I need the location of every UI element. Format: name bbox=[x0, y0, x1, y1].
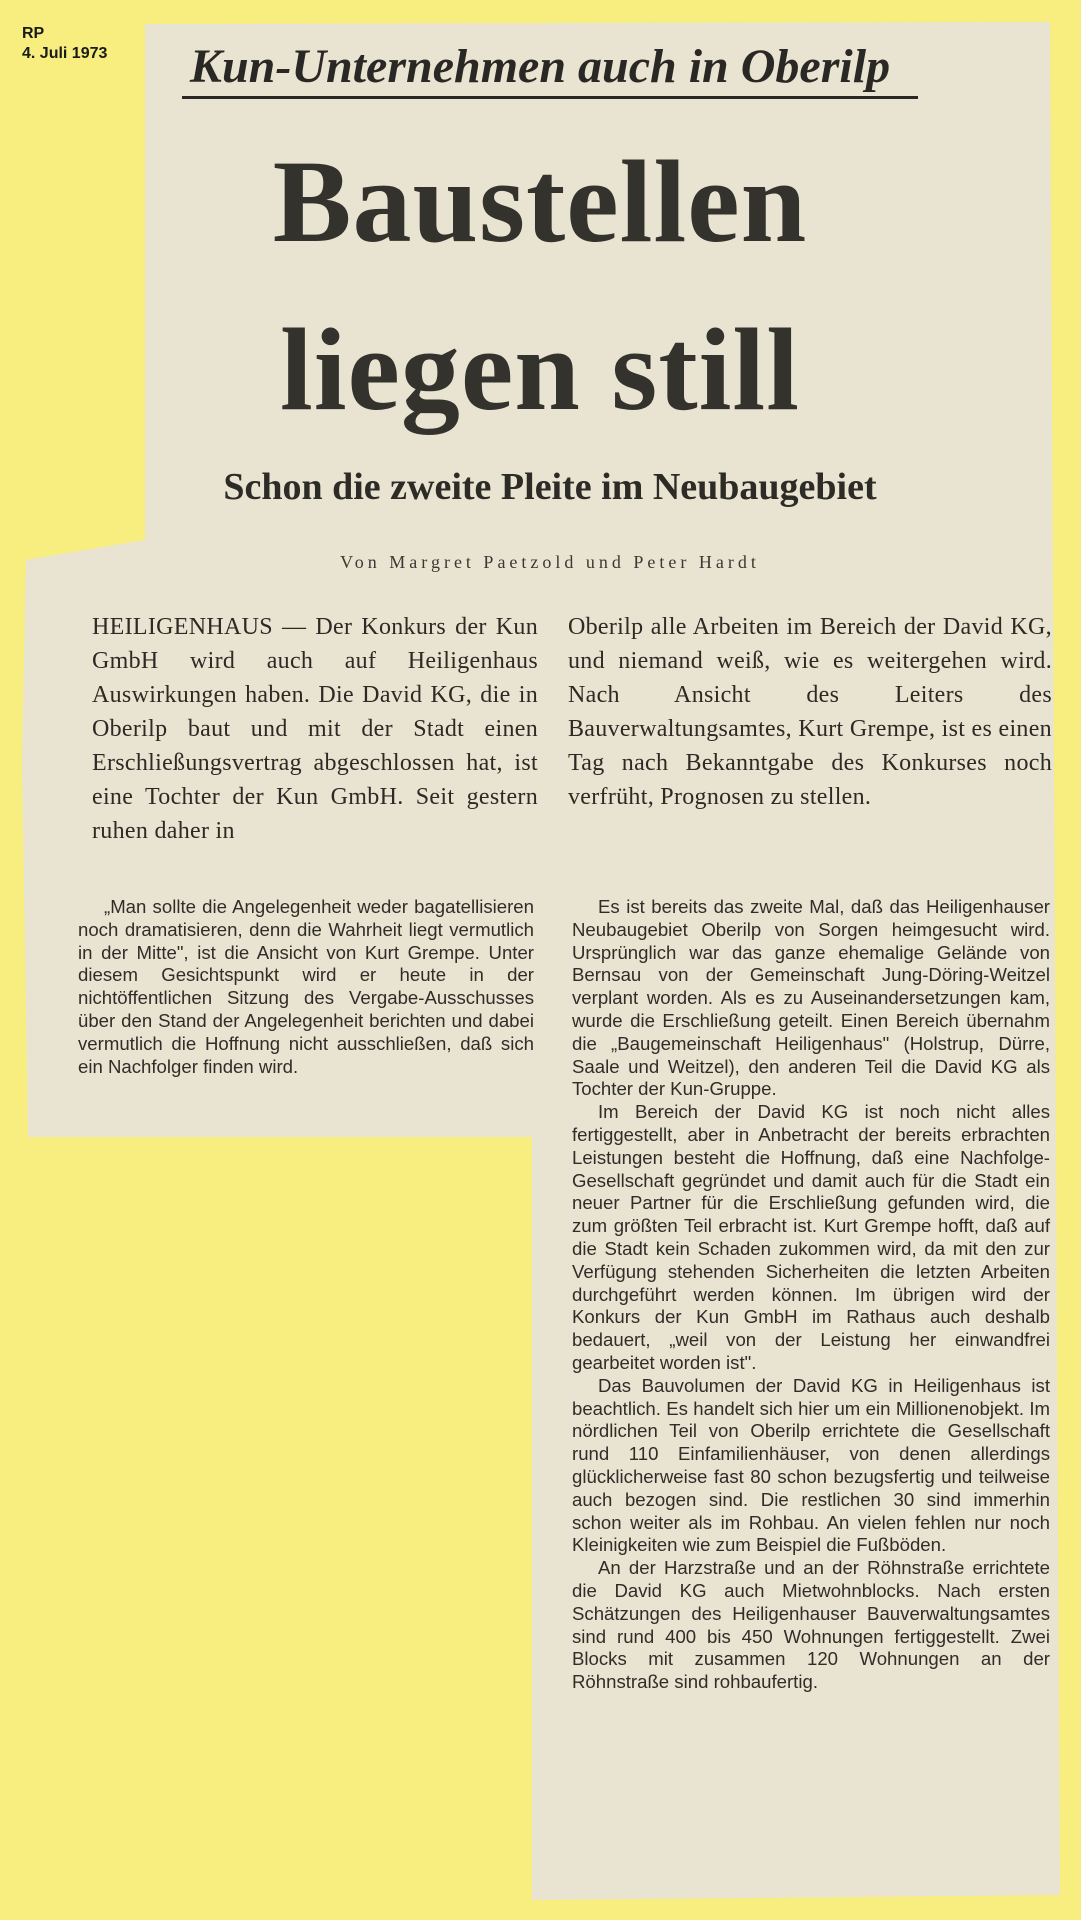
clipping-source: RP bbox=[22, 25, 45, 42]
clipping-label bbox=[22, 24, 107, 64]
body-column-right bbox=[572, 896, 1050, 1694]
kicker-rule bbox=[182, 96, 918, 99]
body-column-left bbox=[78, 896, 534, 1078]
article-headline bbox=[140, 118, 940, 454]
headline-line-2: liegen still bbox=[279, 304, 800, 435]
lead-paragraph-left: HEILIGENHAUS — Der Konkurs der Kun GmbH wird auch auf Heiligenhaus Auswirkungen haben. Die David KG, die in Oberilp baut und mit der Stadt einen Erschließungsvertrag abgeschlossen hat, ist eine Tochter der Kun GmbH. Seit gestern ruhen daher in bbox=[92, 614, 538, 844]
body-paragraph: Das Bauvolumen der David KG in Heiligenhaus ist beachtlich. Es handelt sich hier um ein Millionenobjekt. Im nördlichen Teil von Oberilp errichtete die Gesellschaft rund 110 Einfamilienhäuser, von denen allerdings glücklicherweise fast 80 schon bezugsfertig und teilweise auch bezogen sind. Die restlichen 30 sind immerhin schon weiter als im Rohbau. An vielen fehlen nur noch Kleinigkeiten wie zum Beispiel die Fußböden. bbox=[572, 1374, 1050, 1556]
headline-line-1: Baustellen bbox=[272, 136, 808, 267]
article-kicker: Kun-Unternehmen auch in Oberilp bbox=[189, 40, 891, 93]
body-paragraph: „Man sollte die Angelegenheit weder bagatellisieren noch dramatisieren, denn die Wahrheit liegt vermutlich in der Mitte", ist die Ansicht von Kurt Grempe. Unter diesem Gesichtspunkt wird er heute in der nichtöffentlichen Sitzung des Vergabe-Ausschusses über den Stand der Angelegenheit berichten und dabei vermutlich die Hoffnung nicht ausschließen, daß sich ein Nachfolger finden wird. bbox=[78, 896, 534, 1077]
body-paragraph: An der Harzstraße und an der Röhnstraße errichtete die David KG auch Mietwohnblocks. Nach ersten Schätzungen des Heiligenhauser Bauverwaltungsamtes sind rund 400 bis 450 Wohnungen fertiggestellt. Zwei Blocks mit zusammen 120 Wohnungen an der Röhnstraße sind rohbaufertig. bbox=[572, 1557, 1050, 1693]
lead-paragraph-right: Oberilp alle Arbeiten im Bereich der David KG, und niemand weiß, wie es weitergehen wird. Nach Ansicht des Leiters des Bauverwaltungsamtes, Kurt Grempe, ist es einen Tag nach Bekanntgabe des Konkurses noch verfrüht, Prognosen zu stellen. bbox=[568, 614, 1052, 810]
clipping-date: 4. Juli 1973 bbox=[22, 45, 108, 62]
article-byline: Von Margret Paetzold und Peter Hardt bbox=[340, 552, 760, 572]
article-subheadline: Schon die zweite Pleite im Neubaugebiet bbox=[223, 466, 877, 508]
body-paragraph: Im Bereich der David KG ist noch nicht alles fertiggestellt, aber in Anbetracht der bereits erbrachten Leistungen besteht die Hoffnung, daß eine Nachfolge-Gesellschaft gegründet und damit auch für die Stadt ein neuer Partner für die Erschließung gefunden wird, die zum größten Teil erbracht ist. Kurt Grempe hofft, daß auf die Stadt kein Schaden zukommen wird, da mit den zur Verfügung stehenden Sicherheiten die letzten Arbeiten durchgeführt werden können. Im übrigen wird der Konkurs der Kun GmbH im Rathaus auch deshalb bedauert, „weil von der Leistung her einwandfrei gearbeitet worden ist". bbox=[572, 1101, 1050, 1373]
body-paragraph: Es ist bereits das zweite Mal, daß das Heiligenhauser Neubaugebiet Oberilp von Sorgen heimgesucht wird. Ursprünglich war das ganze ehemalige Gelände von Bernsau von der Gemeinschaft Jung-Döring-Weitzel verplant worden. Als es zu Auseinandersetzungen kam, wurde die Erschließung geteilt. Einen Bereich übernahm die „Baugemeinschaft Heiligenhaus" (Holstrup, Dürre, Saale und Weitzel), den anderen Teil die David KG als Tochter der Kun-Gruppe. bbox=[572, 896, 1050, 1100]
